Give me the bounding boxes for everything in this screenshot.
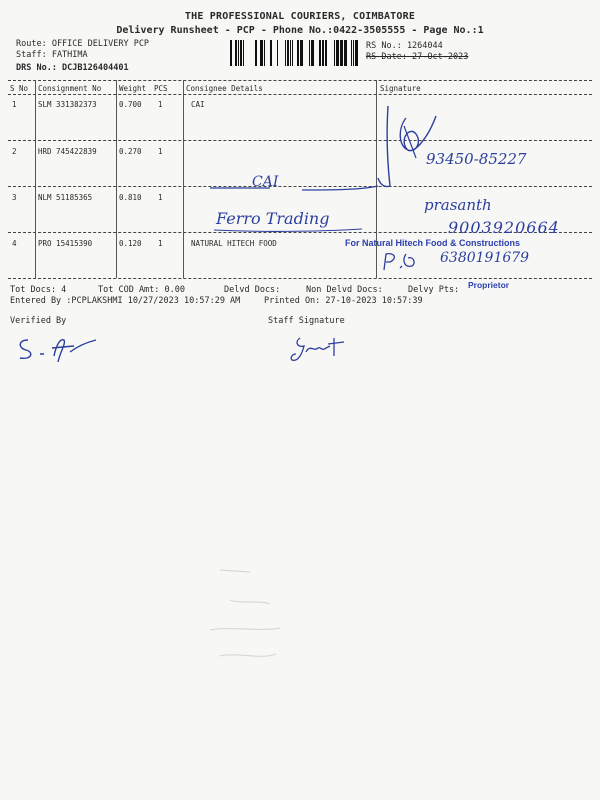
bleed-through-marks xyxy=(200,560,290,670)
row-consignee: NATURAL HITECH FOOD xyxy=(191,239,277,248)
table-top-rule xyxy=(8,80,592,81)
delivery-points: Delvy Pts: xyxy=(408,285,460,295)
column-divider xyxy=(183,80,184,278)
entered-by: Entered By :PCPLAKSHMI 10/27/2023 10:57:29 AM xyxy=(10,296,241,306)
row-weight: 0.120 xyxy=(119,239,142,248)
total-cod-amount: Tot COD Amt: 0.00 xyxy=(98,285,185,295)
header-weight: Weight xyxy=(119,84,147,93)
handwritten-phone-2: 9003920664 xyxy=(448,218,560,237)
staff-label: Staff: FATHIMA xyxy=(16,50,88,60)
verified-by-label: Verified By xyxy=(10,316,67,326)
barcode-bar xyxy=(260,40,263,66)
barcode-bar xyxy=(336,40,339,66)
row-pcs: 1 xyxy=(158,239,163,248)
barcode-bar xyxy=(243,40,244,66)
printed-on: Printed On: 27-10-2023 10:57:39 xyxy=(264,296,423,306)
barcode-bar xyxy=(270,40,272,66)
company-stamp-proprietor: Proprietor xyxy=(468,280,510,290)
barcode-bar xyxy=(353,40,354,66)
barcode-bar xyxy=(277,40,278,66)
handwritten-cai: CAI xyxy=(252,174,279,190)
row-consignee: CAI xyxy=(191,100,205,109)
route-label: Route: OFFICE DELIVERY PCP xyxy=(16,39,150,49)
handwritten-ferro-trading: Ferro Trading xyxy=(216,209,330,228)
row-weight: 0.810 xyxy=(119,193,142,202)
header-sno: S No xyxy=(10,84,29,93)
row-divider xyxy=(8,140,592,141)
handwritten-signature-row1 xyxy=(376,98,446,190)
row-consignment: NLM 51185365 xyxy=(38,193,93,202)
barcode-bar xyxy=(309,40,310,66)
barcode-bar xyxy=(351,40,352,66)
barcode-bar xyxy=(322,40,324,66)
row-pcs: 1 xyxy=(158,193,163,202)
delivered-docs: Delvd Docs: xyxy=(224,285,281,295)
handwritten-name: prasanth xyxy=(424,196,492,214)
staff-signature-label: Staff Signature xyxy=(268,316,345,326)
company-title: THE PROFESSIONAL COURIERS, COIMBATORE xyxy=(184,11,416,22)
barcode-bar xyxy=(285,40,286,66)
barcode-bar xyxy=(264,40,265,66)
barcode-bar xyxy=(319,40,321,66)
barcode-bar xyxy=(290,40,291,66)
row-pcs: 1 xyxy=(158,147,163,156)
table-bottom-rule xyxy=(8,278,592,279)
row-consignment: HRD 745422839 xyxy=(38,147,97,156)
row-sno: 4 xyxy=(12,239,17,248)
handwritten-underline xyxy=(210,182,380,196)
handwritten-phone-1: 93450-85227 xyxy=(426,150,527,168)
barcode-bar xyxy=(325,40,327,66)
handwritten-underline xyxy=(214,226,364,234)
table-header-rule xyxy=(8,94,592,95)
row-weight: 0.270 xyxy=(119,147,142,156)
row-weight: 0.700 xyxy=(119,100,142,109)
row-consignment: PRO 15415390 xyxy=(38,239,93,248)
row-sno: 3 xyxy=(12,193,17,202)
header-signature: Signature xyxy=(380,84,421,93)
barcode-bar xyxy=(287,40,289,66)
header-consignment: Consignment No xyxy=(38,84,102,93)
row-sno: 2 xyxy=(12,147,17,156)
barcode-bar xyxy=(238,40,239,66)
drs-number: DRS No.: DCJB126404401 xyxy=(16,63,129,73)
row-sno: 1 xyxy=(12,100,17,109)
header-pcs: PCS xyxy=(154,84,168,93)
column-divider xyxy=(35,80,36,278)
rs-date: RS Date: 27-Oct-2023 xyxy=(366,52,469,62)
barcode-bar xyxy=(292,40,293,66)
barcode-bar xyxy=(235,40,237,66)
barcode-bar xyxy=(230,40,232,66)
barcode-bar xyxy=(355,40,358,66)
runsheet-subtitle: Delivery Runsheet - PCP - Phone No.:0422-3505555 - Page No.:1 xyxy=(116,25,484,36)
barcode-bar xyxy=(344,40,347,66)
staff-signature xyxy=(288,334,350,366)
column-divider xyxy=(116,80,117,278)
barcode xyxy=(230,40,360,66)
row-pcs: 1 xyxy=(158,100,163,109)
company-stamp-line: For Natural Hitech Food & Constructions xyxy=(345,238,521,248)
barcode-bar xyxy=(255,40,257,66)
barcode-bar xyxy=(240,40,242,66)
verified-by-signature xyxy=(14,334,98,364)
handwritten-initials-row4 xyxy=(380,250,420,274)
header-consignee: Consignee Details xyxy=(186,84,263,93)
barcode-bar xyxy=(297,40,299,66)
total-docs: Tot Docs: 4 xyxy=(10,285,67,295)
row-consignment: SLM 331382373 xyxy=(38,100,97,109)
barcode-bar xyxy=(340,40,343,66)
rs-number: RS No.: 1264044 xyxy=(366,41,443,51)
handwritten-phone-3: 6380191679 xyxy=(440,250,530,266)
barcode-bar xyxy=(334,40,335,66)
barcode-bar xyxy=(311,40,314,66)
barcode-bar xyxy=(300,40,303,66)
non-delivered-docs: Non Delvd Docs: xyxy=(306,285,383,295)
